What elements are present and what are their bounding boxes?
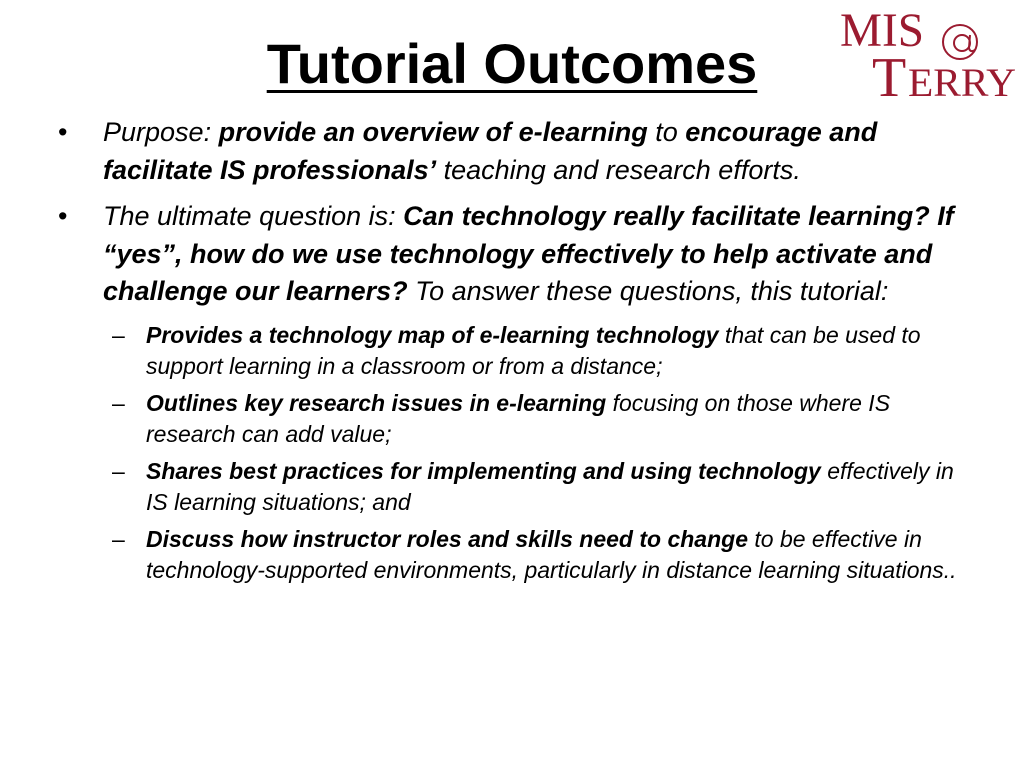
sub-bullet-tail: to be effective in technology-supported environments, particularly in distance learning situations.. [146,525,957,583]
dash-marker: – [112,525,125,552]
sub-bullet-item [112,456,968,518]
sub-bullet-item [112,524,968,586]
dash-marker: – [112,389,125,416]
sub-bullet-item [112,320,968,382]
sub-bullet-bold: Provides a technology map of e-learning technology [146,321,719,348]
slide-title: Tutorial Outcomes [266,32,758,95]
bullet-question [58,198,968,311]
dash-marker: – [112,457,125,484]
at-sign-icon [943,25,977,59]
purpose-bold-2: encourage and facilitate IS professionals’ [103,117,878,185]
logo-line1: MIS [840,4,924,57]
question-bold: Can technology really facilitate learning? If “yes”, how do we use technology effectively to help activate and challenge our learners? [103,201,954,306]
purpose-tail: teaching and research efforts. [436,154,801,185]
purpose-mid: to [647,117,686,147]
mis-terry-logo [838,4,1020,100]
sub-bullet-bold: Outlines key research issues in e-learning [146,389,607,416]
sub-bullet-list [58,320,968,586]
purpose-lead: Purpose: [103,117,219,147]
logo-line2-initial: T [872,47,907,100]
bullet-marker: • [58,201,68,231]
dash-marker: – [112,321,125,348]
bullet-purpose [58,114,968,189]
question-tail: To answer these questions, this tutorial: [407,276,889,306]
question-lead: The ultimate question is: [103,201,404,231]
bullet-marker: • [58,117,68,147]
purpose-bold-1: provide an overview of e-learning [218,117,648,147]
sub-bullet-tail: that can be used to support learning in a classroom or from a distance; [146,321,921,379]
sub-bullet-bold: Shares best practices for implementing and using technology [146,457,821,484]
sub-bullet-tail: focusing on those where IS research can add value; [146,389,891,447]
logo-line2-rest: ERRY [908,60,1016,100]
slide-body [58,114,968,592]
sub-bullet-tail: effectively in IS learning situations; and [146,457,954,515]
sub-bullet-item [112,388,968,450]
sub-bullet-bold: Discuss how instructor roles and skills need to change [146,525,748,552]
